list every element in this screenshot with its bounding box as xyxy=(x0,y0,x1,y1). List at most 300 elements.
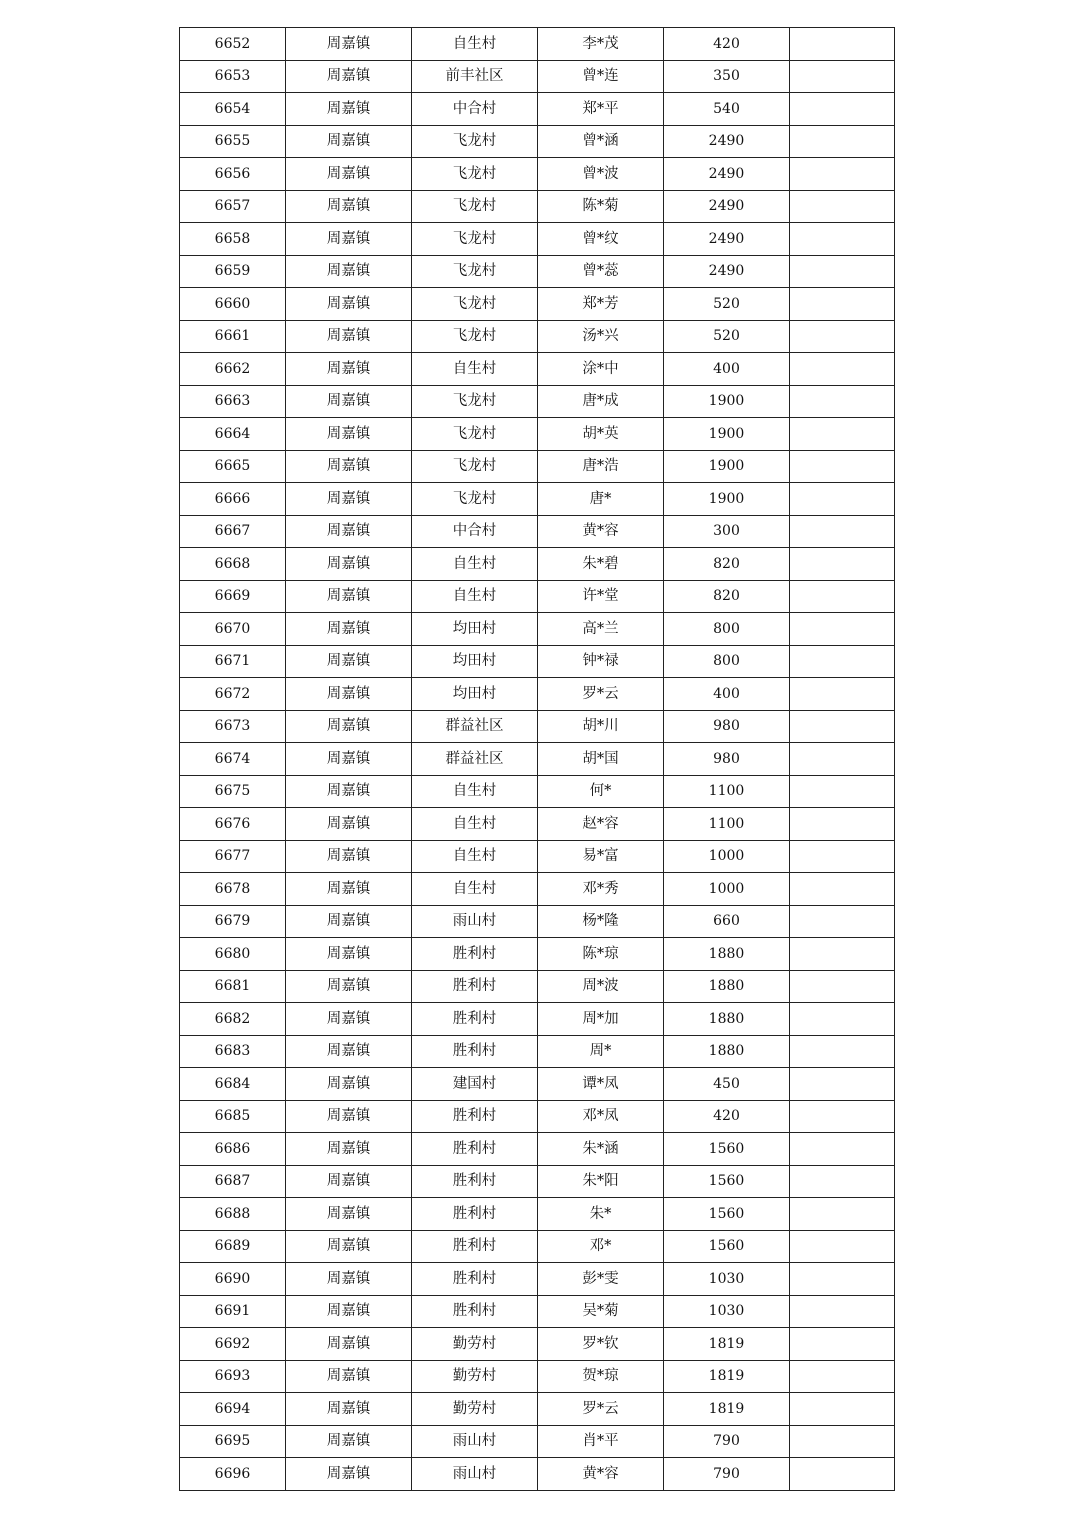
person-name-cell: 唐*浩 xyxy=(538,450,664,483)
village-cell: 勤劳村 xyxy=(412,1393,538,1426)
amount-cell: 400 xyxy=(664,678,790,711)
amount-cell: 350 xyxy=(664,60,790,93)
remarks-cell xyxy=(790,1360,895,1393)
table-row xyxy=(180,320,895,353)
remarks-cell xyxy=(790,255,895,288)
row-number-cell: 6667 xyxy=(180,515,286,548)
table-row xyxy=(180,1458,895,1491)
town-cell: 周嘉镇 xyxy=(286,483,412,516)
village-cell: 飞龙村 xyxy=(412,320,538,353)
row-number-cell: 6675 xyxy=(180,775,286,808)
table-row xyxy=(180,548,895,581)
amount-cell: 790 xyxy=(664,1425,790,1458)
row-number-cell: 6691 xyxy=(180,1295,286,1328)
table-row xyxy=(180,743,895,776)
table-row xyxy=(180,905,895,938)
remarks-cell xyxy=(790,1100,895,1133)
village-cell: 胜利村 xyxy=(412,938,538,971)
table-row xyxy=(180,515,895,548)
table-row xyxy=(180,840,895,873)
person-name-cell: 肖*平 xyxy=(538,1425,664,1458)
person-name-cell: 胡*川 xyxy=(538,710,664,743)
table-row xyxy=(180,808,895,841)
row-number-cell: 6661 xyxy=(180,320,286,353)
person-name-cell: 陈*菊 xyxy=(538,190,664,223)
town-cell: 周嘉镇 xyxy=(286,158,412,191)
amount-cell: 1900 xyxy=(664,418,790,451)
town-cell: 周嘉镇 xyxy=(286,1198,412,1231)
table-row xyxy=(180,938,895,971)
person-name-cell: 曾*纹 xyxy=(538,223,664,256)
row-number-cell: 6654 xyxy=(180,93,286,126)
town-cell: 周嘉镇 xyxy=(286,255,412,288)
row-number-cell: 6668 xyxy=(180,548,286,581)
table-row xyxy=(180,710,895,743)
town-cell: 周嘉镇 xyxy=(286,1068,412,1101)
town-cell: 周嘉镇 xyxy=(286,645,412,678)
row-number-cell: 6665 xyxy=(180,450,286,483)
table-row xyxy=(180,1295,895,1328)
person-name-cell: 许*堂 xyxy=(538,580,664,613)
village-cell: 飞龙村 xyxy=(412,125,538,158)
person-name-cell: 钟*禄 xyxy=(538,645,664,678)
person-name-cell: 朱*涵 xyxy=(538,1133,664,1166)
amount-cell: 300 xyxy=(664,515,790,548)
remarks-cell xyxy=(790,385,895,418)
row-number-cell: 6677 xyxy=(180,840,286,873)
village-cell: 雨山村 xyxy=(412,905,538,938)
person-name-cell: 胡*英 xyxy=(538,418,664,451)
town-cell: 周嘉镇 xyxy=(286,873,412,906)
row-number-cell: 6688 xyxy=(180,1198,286,1231)
village-cell: 中合村 xyxy=(412,515,538,548)
person-name-cell: 何* xyxy=(538,775,664,808)
remarks-cell xyxy=(790,905,895,938)
table-row xyxy=(180,1003,895,1036)
remarks-cell xyxy=(790,288,895,321)
remarks-cell xyxy=(790,678,895,711)
remarks-cell xyxy=(790,1198,895,1231)
town-cell: 周嘉镇 xyxy=(286,515,412,548)
row-number-cell: 6659 xyxy=(180,255,286,288)
row-number-cell: 6683 xyxy=(180,1035,286,1068)
table-row xyxy=(180,28,895,61)
table-row xyxy=(180,60,895,93)
village-cell: 飞龙村 xyxy=(412,450,538,483)
amount-cell: 2490 xyxy=(664,190,790,223)
person-name-cell: 吴*菊 xyxy=(538,1295,664,1328)
amount-cell: 420 xyxy=(664,1100,790,1133)
town-cell: 周嘉镇 xyxy=(286,288,412,321)
person-name-cell: 邓*凤 xyxy=(538,1100,664,1133)
remarks-cell xyxy=(790,548,895,581)
remarks-cell xyxy=(790,1035,895,1068)
town-cell: 周嘉镇 xyxy=(286,385,412,418)
village-cell: 勤劳村 xyxy=(412,1328,538,1361)
table-row xyxy=(180,678,895,711)
amount-cell: 400 xyxy=(664,353,790,386)
person-name-cell: 彭*雯 xyxy=(538,1263,664,1296)
amount-cell: 1819 xyxy=(664,1393,790,1426)
town-cell: 周嘉镇 xyxy=(286,28,412,61)
town-cell: 周嘉镇 xyxy=(286,548,412,581)
town-cell: 周嘉镇 xyxy=(286,1393,412,1426)
village-cell: 雨山村 xyxy=(412,1458,538,1491)
row-number-cell: 6657 xyxy=(180,190,286,223)
village-cell: 自生村 xyxy=(412,353,538,386)
remarks-cell xyxy=(790,125,895,158)
person-name-cell: 曾*连 xyxy=(538,60,664,93)
row-number-cell: 6696 xyxy=(180,1458,286,1491)
amount-cell: 1819 xyxy=(664,1360,790,1393)
village-cell: 飞龙村 xyxy=(412,288,538,321)
amount-cell: 1880 xyxy=(664,1035,790,1068)
amount-cell: 520 xyxy=(664,288,790,321)
village-cell: 飞龙村 xyxy=(412,418,538,451)
village-cell: 飞龙村 xyxy=(412,223,538,256)
amount-cell: 2490 xyxy=(664,255,790,288)
row-number-cell: 6669 xyxy=(180,580,286,613)
table-row xyxy=(180,1068,895,1101)
person-name-cell: 胡*国 xyxy=(538,743,664,776)
village-cell: 胜利村 xyxy=(412,1295,538,1328)
remarks-cell xyxy=(790,353,895,386)
person-name-cell: 邓*秀 xyxy=(538,873,664,906)
town-cell: 周嘉镇 xyxy=(286,1458,412,1491)
person-name-cell: 高*兰 xyxy=(538,613,664,646)
row-number-cell: 6655 xyxy=(180,125,286,158)
table-row xyxy=(180,645,895,678)
town-cell: 周嘉镇 xyxy=(286,1425,412,1458)
table-row xyxy=(180,353,895,386)
village-cell: 雨山村 xyxy=(412,1425,538,1458)
amount-cell: 1100 xyxy=(664,808,790,841)
row-number-cell: 6658 xyxy=(180,223,286,256)
row-number-cell: 6674 xyxy=(180,743,286,776)
amount-cell: 800 xyxy=(664,613,790,646)
town-cell: 周嘉镇 xyxy=(286,1230,412,1263)
row-number-cell: 6680 xyxy=(180,938,286,971)
town-cell: 周嘉镇 xyxy=(286,1100,412,1133)
amount-cell: 420 xyxy=(664,28,790,61)
person-name-cell: 赵*容 xyxy=(538,808,664,841)
table-row xyxy=(180,93,895,126)
village-cell: 均田村 xyxy=(412,678,538,711)
town-cell: 周嘉镇 xyxy=(286,840,412,873)
table-row xyxy=(180,873,895,906)
table-row xyxy=(180,223,895,256)
amount-cell: 520 xyxy=(664,320,790,353)
town-cell: 周嘉镇 xyxy=(286,1165,412,1198)
village-cell: 胜利村 xyxy=(412,1165,538,1198)
village-cell: 飞龙村 xyxy=(412,158,538,191)
person-name-cell: 唐*成 xyxy=(538,385,664,418)
row-number-cell: 6671 xyxy=(180,645,286,678)
remarks-cell xyxy=(790,1295,895,1328)
village-cell: 胜利村 xyxy=(412,1230,538,1263)
remarks-cell xyxy=(790,1133,895,1166)
amount-cell: 1900 xyxy=(664,483,790,516)
town-cell: 周嘉镇 xyxy=(286,1263,412,1296)
remarks-cell xyxy=(790,1328,895,1361)
village-cell: 群益社区 xyxy=(412,743,538,776)
remarks-cell xyxy=(790,1393,895,1426)
village-cell: 自生村 xyxy=(412,840,538,873)
village-cell: 均田村 xyxy=(412,645,538,678)
remarks-cell xyxy=(790,775,895,808)
amount-cell: 800 xyxy=(664,645,790,678)
remarks-cell xyxy=(790,710,895,743)
amount-cell: 1880 xyxy=(664,970,790,1003)
amount-cell: 1819 xyxy=(664,1328,790,1361)
person-name-cell: 李*茂 xyxy=(538,28,664,61)
row-number-cell: 6678 xyxy=(180,873,286,906)
town-cell: 周嘉镇 xyxy=(286,1133,412,1166)
row-number-cell: 6673 xyxy=(180,710,286,743)
person-name-cell: 唐* xyxy=(538,483,664,516)
town-cell: 周嘉镇 xyxy=(286,223,412,256)
data-table xyxy=(179,27,895,1491)
person-name-cell: 曾*涵 xyxy=(538,125,664,158)
amount-cell: 1900 xyxy=(664,450,790,483)
table-row xyxy=(180,1230,895,1263)
town-cell: 周嘉镇 xyxy=(286,970,412,1003)
remarks-cell xyxy=(790,645,895,678)
village-cell: 自生村 xyxy=(412,580,538,613)
table-row xyxy=(180,775,895,808)
person-name-cell: 朱*碧 xyxy=(538,548,664,581)
person-name-cell: 贺*琼 xyxy=(538,1360,664,1393)
town-cell: 周嘉镇 xyxy=(286,743,412,776)
amount-cell: 1900 xyxy=(664,385,790,418)
village-cell: 自生村 xyxy=(412,775,538,808)
row-number-cell: 6672 xyxy=(180,678,286,711)
table-row xyxy=(180,1360,895,1393)
person-name-cell: 易*富 xyxy=(538,840,664,873)
town-cell: 周嘉镇 xyxy=(286,710,412,743)
table-row xyxy=(180,1165,895,1198)
town-cell: 周嘉镇 xyxy=(286,418,412,451)
amount-cell: 1030 xyxy=(664,1295,790,1328)
row-number-cell: 6686 xyxy=(180,1133,286,1166)
amount-cell: 1880 xyxy=(664,1003,790,1036)
person-name-cell: 邓* xyxy=(538,1230,664,1263)
town-cell: 周嘉镇 xyxy=(286,450,412,483)
table-row xyxy=(180,255,895,288)
village-cell: 自生村 xyxy=(412,808,538,841)
town-cell: 周嘉镇 xyxy=(286,1003,412,1036)
row-number-cell: 6690 xyxy=(180,1263,286,1296)
person-name-cell: 周*加 xyxy=(538,1003,664,1036)
remarks-cell xyxy=(790,28,895,61)
person-name-cell: 罗*云 xyxy=(538,1393,664,1426)
amount-cell: 820 xyxy=(664,548,790,581)
remarks-cell xyxy=(790,613,895,646)
remarks-cell xyxy=(790,158,895,191)
row-number-cell: 6679 xyxy=(180,905,286,938)
amount-cell: 1100 xyxy=(664,775,790,808)
table-row xyxy=(180,1100,895,1133)
amount-cell: 660 xyxy=(664,905,790,938)
village-cell: 胜利村 xyxy=(412,1003,538,1036)
table-row xyxy=(180,613,895,646)
village-cell: 前丰社区 xyxy=(412,60,538,93)
town-cell: 周嘉镇 xyxy=(286,775,412,808)
row-number-cell: 6689 xyxy=(180,1230,286,1263)
row-number-cell: 6694 xyxy=(180,1393,286,1426)
person-name-cell: 黄*容 xyxy=(538,1458,664,1491)
amount-cell: 2490 xyxy=(664,125,790,158)
amount-cell: 790 xyxy=(664,1458,790,1491)
village-cell: 自生村 xyxy=(412,873,538,906)
town-cell: 周嘉镇 xyxy=(286,905,412,938)
row-number-cell: 6685 xyxy=(180,1100,286,1133)
town-cell: 周嘉镇 xyxy=(286,1035,412,1068)
remarks-cell xyxy=(790,1458,895,1491)
row-number-cell: 6682 xyxy=(180,1003,286,1036)
village-cell: 胜利村 xyxy=(412,1133,538,1166)
town-cell: 周嘉镇 xyxy=(286,190,412,223)
remarks-cell xyxy=(790,450,895,483)
table-row xyxy=(180,970,895,1003)
town-cell: 周嘉镇 xyxy=(286,125,412,158)
town-cell: 周嘉镇 xyxy=(286,1328,412,1361)
row-number-cell: 6692 xyxy=(180,1328,286,1361)
town-cell: 周嘉镇 xyxy=(286,613,412,646)
amount-cell: 450 xyxy=(664,1068,790,1101)
town-cell: 周嘉镇 xyxy=(286,353,412,386)
town-cell: 周嘉镇 xyxy=(286,938,412,971)
town-cell: 周嘉镇 xyxy=(286,60,412,93)
person-name-cell: 朱*阳 xyxy=(538,1165,664,1198)
village-cell: 自生村 xyxy=(412,548,538,581)
town-cell: 周嘉镇 xyxy=(286,1295,412,1328)
row-number-cell: 6664 xyxy=(180,418,286,451)
row-number-cell: 6666 xyxy=(180,483,286,516)
amount-cell: 1560 xyxy=(664,1133,790,1166)
table-row xyxy=(180,1198,895,1231)
town-cell: 周嘉镇 xyxy=(286,678,412,711)
amount-cell: 1880 xyxy=(664,938,790,971)
village-cell: 飞龙村 xyxy=(412,385,538,418)
row-number-cell: 6687 xyxy=(180,1165,286,1198)
remarks-cell xyxy=(790,1425,895,1458)
row-number-cell: 6695 xyxy=(180,1425,286,1458)
row-number-cell: 6693 xyxy=(180,1360,286,1393)
remarks-cell xyxy=(790,1230,895,1263)
person-name-cell: 罗*钦 xyxy=(538,1328,664,1361)
remarks-cell xyxy=(790,190,895,223)
row-number-cell: 6684 xyxy=(180,1068,286,1101)
remarks-cell xyxy=(790,938,895,971)
amount-cell: 1030 xyxy=(664,1263,790,1296)
amount-cell: 1000 xyxy=(664,840,790,873)
person-name-cell: 黄*容 xyxy=(538,515,664,548)
remarks-cell xyxy=(790,1263,895,1296)
row-number-cell: 6681 xyxy=(180,970,286,1003)
table-row xyxy=(180,288,895,321)
row-number-cell: 6660 xyxy=(180,288,286,321)
person-name-cell: 曾*蕊 xyxy=(538,255,664,288)
remarks-cell xyxy=(790,970,895,1003)
village-cell: 胜利村 xyxy=(412,1100,538,1133)
remarks-cell xyxy=(790,93,895,126)
amount-cell: 980 xyxy=(664,710,790,743)
village-cell: 胜利村 xyxy=(412,1035,538,1068)
amount-cell: 980 xyxy=(664,743,790,776)
table-row xyxy=(180,158,895,191)
village-cell: 胜利村 xyxy=(412,1198,538,1231)
table-row xyxy=(180,418,895,451)
town-cell: 周嘉镇 xyxy=(286,93,412,126)
table-row xyxy=(180,1035,895,1068)
table-row xyxy=(180,1263,895,1296)
town-cell: 周嘉镇 xyxy=(286,1360,412,1393)
amount-cell: 1560 xyxy=(664,1165,790,1198)
remarks-cell xyxy=(790,743,895,776)
person-name-cell: 周*波 xyxy=(538,970,664,1003)
town-cell: 周嘉镇 xyxy=(286,320,412,353)
person-name-cell: 郑*平 xyxy=(538,93,664,126)
village-cell: 自生村 xyxy=(412,28,538,61)
person-name-cell: 郑*芳 xyxy=(538,288,664,321)
row-number-cell: 6656 xyxy=(180,158,286,191)
remarks-cell xyxy=(790,60,895,93)
amount-cell: 1560 xyxy=(664,1198,790,1231)
table-row xyxy=(180,450,895,483)
village-cell: 勤劳村 xyxy=(412,1360,538,1393)
table-row xyxy=(180,483,895,516)
village-cell: 飞龙村 xyxy=(412,255,538,288)
table-row xyxy=(180,125,895,158)
remarks-cell xyxy=(790,1165,895,1198)
remarks-cell xyxy=(790,873,895,906)
remarks-cell xyxy=(790,808,895,841)
village-cell: 中合村 xyxy=(412,93,538,126)
remarks-cell xyxy=(790,320,895,353)
village-cell: 胜利村 xyxy=(412,970,538,1003)
remarks-cell xyxy=(790,515,895,548)
village-cell: 均田村 xyxy=(412,613,538,646)
row-number-cell: 6676 xyxy=(180,808,286,841)
village-cell: 建国村 xyxy=(412,1068,538,1101)
table-row xyxy=(180,1393,895,1426)
row-number-cell: 6652 xyxy=(180,28,286,61)
remarks-cell xyxy=(790,223,895,256)
amount-cell: 2490 xyxy=(664,223,790,256)
person-name-cell: 陈*琼 xyxy=(538,938,664,971)
remarks-cell xyxy=(790,483,895,516)
remarks-cell xyxy=(790,1003,895,1036)
person-name-cell: 周* xyxy=(538,1035,664,1068)
person-name-cell: 谭*凤 xyxy=(538,1068,664,1101)
table-row xyxy=(180,385,895,418)
remarks-cell xyxy=(790,418,895,451)
row-number-cell: 6663 xyxy=(180,385,286,418)
amount-cell: 2490 xyxy=(664,158,790,191)
town-cell: 周嘉镇 xyxy=(286,808,412,841)
village-cell: 胜利村 xyxy=(412,1263,538,1296)
person-name-cell: 杨*隆 xyxy=(538,905,664,938)
row-number-cell: 6670 xyxy=(180,613,286,646)
amount-cell: 1560 xyxy=(664,1230,790,1263)
row-number-cell: 6653 xyxy=(180,60,286,93)
table-body xyxy=(180,28,895,1491)
table-row xyxy=(180,190,895,223)
remarks-cell xyxy=(790,1068,895,1101)
table-row xyxy=(180,580,895,613)
row-number-cell: 6662 xyxy=(180,353,286,386)
